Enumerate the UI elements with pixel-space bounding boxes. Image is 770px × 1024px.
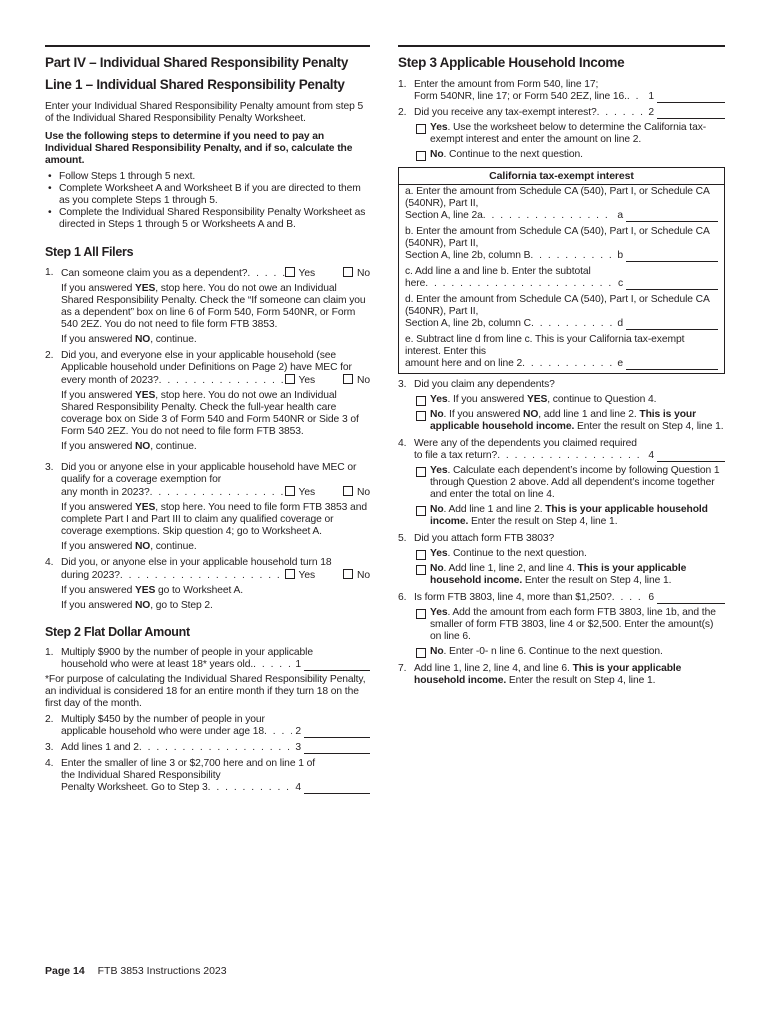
yes-option[interactable]: Yes	[285, 486, 316, 499]
leader-dots	[497, 450, 645, 462]
line-number: 4.	[45, 758, 54, 769]
step2-line-2	[45, 714, 370, 738]
leader-dots	[627, 91, 645, 103]
worksheet-title: California tax-exempt interest	[399, 168, 724, 185]
step3-question-6	[398, 592, 725, 604]
q1-yes-note: If you answered YES, stop here. You do not owe an Individual Shared Responsibility Penalty. Check the “If someone can claim you as a dependent” box on line 6 of Form 540, Form 540NR, or Form 540 2EZ. You do not need to file form FTB 3853.	[61, 283, 366, 330]
step3-title: Step 3 Applicable Household Income	[398, 55, 625, 70]
no-checkbox[interactable]	[416, 151, 426, 161]
step2-title: Step 2 Flat Dollar Amount	[45, 625, 190, 639]
bullet-item: • Follow Steps 1 through 5 next.	[45, 171, 370, 183]
no-checkbox[interactable]	[343, 569, 353, 579]
right-column	[398, 45, 725, 690]
question-text-cont: to file a tax return?	[414, 450, 498, 461]
step2-line-1	[45, 647, 370, 671]
r2-no-option[interactable]: No. Continue to the next question.	[398, 149, 725, 161]
income-line-6-entry[interactable]	[657, 592, 725, 604]
line-label: 1	[295, 659, 301, 670]
q3-yes-note: If you answered YES, stop here. You need to file form FTB 3853 and complete Part I and Part III to claim any qualified coverage or coverage exemptions. Skip question 4; go to Worksheet A.	[61, 502, 367, 537]
question-text-cont: every month of 2023?	[61, 375, 159, 386]
q4-no-note: If you answered NO, go to Step 2.	[61, 600, 213, 611]
line-number: 2.	[398, 107, 407, 118]
leader-dots	[159, 375, 285, 387]
line-label: 4	[295, 782, 301, 793]
r3-yes-option[interactable]: Yes. If you answered YES, continue to Question 4.	[398, 394, 725, 406]
step1-question-2	[45, 350, 370, 387]
yes-checkbox[interactable]	[285, 569, 295, 579]
steps-bullets	[45, 171, 370, 231]
yes-checkbox[interactable]	[416, 124, 426, 134]
line-number: 1.	[398, 79, 407, 90]
line-text: Multiply $450 by the number of people in your	[61, 714, 265, 725]
question-number: 3.	[398, 379, 407, 390]
step3-line-1	[398, 79, 725, 103]
question-text-cont: any month in 2023?	[61, 487, 150, 498]
leader-dots	[120, 570, 285, 582]
line-label: 6	[648, 592, 654, 603]
worksheet-row-e: e. Subtract line d from line c. This is your California tax-exempt interest. Enter this amount here and on line 2 . . . e	[399, 333, 724, 373]
income-line-1-entry[interactable]	[657, 91, 725, 103]
line-text-cont: household who were at least 18* years old.	[61, 659, 254, 670]
yes-checkbox[interactable]	[285, 267, 295, 277]
question-text-bold: This is your applicable household income.	[414, 663, 682, 686]
line-text: Multiply $900 by the number of people in your applicable	[61, 647, 313, 658]
step3-question-7	[398, 663, 725, 687]
page-footer	[45, 965, 227, 977]
yes-checkbox[interactable]	[416, 467, 426, 477]
question-number: 2.	[45, 350, 54, 361]
step3-question-4	[398, 438, 725, 462]
worksheet-d-entry[interactable]	[626, 318, 718, 330]
leader-dots	[531, 318, 614, 330]
q1-no-note: If you answered NO, continue.	[61, 334, 197, 345]
no-checkbox[interactable]	[416, 565, 426, 575]
question-text: Is form FTB 3803, line 4, more than $1,250?	[414, 592, 612, 603]
step1-question-1	[45, 267, 370, 280]
leader-dots	[612, 592, 646, 604]
leader-dots	[264, 726, 292, 738]
leader-dots	[530, 250, 614, 262]
worksheet-b-entry[interactable]	[626, 250, 718, 262]
r3-no-option[interactable]: No. If you answered NO, add line 1 and line 2. This is your applicable household income. Enter the result on Step 4, line 1.	[398, 409, 725, 433]
document-label: FTB 3853 Instructions 2023	[97, 965, 227, 977]
question-text: Were any of the dependents you claimed required	[414, 438, 637, 449]
no-checkbox[interactable]	[416, 648, 426, 658]
yes-checkbox[interactable]	[416, 396, 426, 406]
line-text: Did you receive any tax-exempt interest?	[414, 107, 597, 118]
intro-text: Enter your Individual Shared Responsibility Penalty amount from step 5 of the Individual Shared Responsibility Penalty Worksheet.	[45, 101, 364, 124]
line-text-cont: applicable household who were under age 18	[61, 726, 265, 737]
line-3-entry[interactable]	[304, 742, 370, 754]
leader-dots	[208, 782, 293, 794]
question-text-cont: during 2023?	[61, 570, 120, 581]
question-text: Did you, or anyone else in your applicable household turn 18	[61, 557, 332, 568]
question-number: 4.	[398, 438, 407, 449]
question-number: 4.	[45, 557, 54, 568]
line-1-entry[interactable]	[304, 659, 370, 671]
leader-dots	[247, 268, 284, 280]
worksheet-e-entry[interactable]	[626, 358, 718, 370]
yes-checkbox[interactable]	[285, 486, 295, 496]
r5-no-option[interactable]: No. Add line 1, line 2, and line 4. This is your applicable household income. Enter the result on Step 4, line 1.	[398, 563, 725, 587]
worksheet-a-entry[interactable]	[626, 210, 718, 222]
income-line-2-entry[interactable]	[657, 107, 725, 119]
leader-dots	[522, 358, 614, 370]
yes-option[interactable]: Yes	[285, 267, 316, 280]
q4-yes-note: If you answered YES go to Worksheet A.	[61, 585, 244, 596]
bullet-item: • Complete the Individual Shared Responsibility Penalty Worksheet as directed in Steps 1 through 5 or Worksheets A and B.	[45, 207, 370, 231]
worksheet-c-entry[interactable]	[626, 278, 718, 290]
yes-checkbox[interactable]	[285, 374, 295, 384]
line-label: 4	[648, 450, 654, 461]
no-option[interactable]: No	[343, 267, 370, 280]
line1-title: Line 1 – Individual Shared Responsibility Penalty	[45, 77, 345, 92]
leader-dots	[139, 742, 292, 754]
line-text: Enter the amount from Form 540, line 17;	[414, 79, 599, 90]
no-checkbox[interactable]	[343, 486, 353, 496]
yes-option[interactable]: Yes	[285, 569, 316, 582]
line-number: 2.	[45, 714, 54, 725]
no-checkbox[interactable]	[343, 374, 353, 384]
r6-yes-option[interactable]: Yes. Add the amount from each form FTB 3803, line 1b, and the smaller of form FTB 3803, line 4 or $2,500. Enter the amount(s) on line 6.	[398, 607, 725, 643]
step1-question-3	[45, 462, 370, 499]
step3-question-3	[398, 379, 725, 391]
worksheet-row-a: a. Enter the amount from Schedule CA (540), Part I, or Schedule CA (540NR), Part II, Section A, line 2a . . . a	[399, 185, 724, 225]
q2-yes-note: If you answered YES, stop here. You do not owe an Individual Shared Responsibility Penalty. Check the full-year health care coverage box on Side 3 of Form 540 and Form 540NR or Side 3 of Form 540 2EZ. You do not need to file form FTB 3853.	[61, 390, 359, 437]
leader-dots	[597, 107, 646, 119]
line-text: Enter the smaller of line 3 or $2,700 here and on line 1 of the Individual Shared Responsibility	[61, 758, 315, 781]
line-text: Add lines 1 and 2	[61, 742, 139, 753]
question-text: Can someone claim you as a dependent?	[61, 268, 248, 279]
step3-question-5	[398, 533, 725, 545]
line-number: 1.	[45, 647, 54, 658]
step2-line-4	[45, 758, 370, 794]
line-number: 3.	[45, 742, 54, 753]
question-text: Did you attach form FTB 3803?	[414, 533, 555, 544]
question-text: Did you, and everyone else in your applicable household (see Applicable household under Definitions on Page 2) have MEC for	[61, 350, 352, 373]
line-text-cont: Penalty Worksheet. Go to Step 3	[61, 782, 208, 793]
no-option[interactable]: No	[343, 486, 370, 499]
tax-exempt-worksheet	[398, 167, 725, 374]
leader-dots	[425, 278, 615, 290]
step2-footnote: *For purpose of calculating the Individual Shared Responsibility Penalty, an individual is considered 18 for an entire month if they turn 18 on the first day of the month.	[45, 674, 366, 709]
bullet-item: • Complete Worksheet A and Worksheet B if you are directed to them as you complete Steps 1 through 5.	[45, 183, 370, 207]
leader-dots	[253, 659, 292, 671]
steps-note: Use the following steps to determine if you need to pay an Individual Shared Responsibility Penalty, and if so, calculate the amount.	[45, 131, 353, 166]
question-number: 1.	[45, 267, 54, 278]
question-text: Did you or anyone else in your applicable household have MEC or qualify for a coverage exemption for	[61, 462, 357, 485]
worksheet-row-c: c. Add line a and line b. Enter the subtotal here . . . c	[399, 265, 724, 293]
r6-no-option[interactable]: No. Enter -0- n line 6. Continue to the next question.	[398, 646, 725, 658]
line-label: 2	[295, 726, 301, 737]
page-number: Page 14	[45, 965, 85, 977]
worksheet-row-d: d. Enter the amount from Schedule CA (540), Part I, or Schedule CA (540NR), Part II, Section A, line 2b, column C . . . d	[399, 293, 724, 333]
step1-title: Step 1 All Filers	[45, 245, 134, 259]
step2-line-3	[45, 742, 370, 754]
line-text-cont: Form 540NR, line 17; or Form 540 2EZ, line 16.	[414, 91, 627, 102]
no-checkbox[interactable]	[416, 506, 426, 516]
step1-question-4	[45, 557, 370, 582]
r2-yes-option[interactable]: Yes. Use the worksheet below to determine the California tax-exempt interest and enter the amount on line 2.	[398, 122, 725, 146]
no-option[interactable]: No	[343, 374, 370, 387]
yes-checkbox[interactable]	[416, 550, 426, 560]
yes-checkbox[interactable]	[416, 609, 426, 619]
line-label: 2	[648, 107, 654, 118]
worksheet-row-b: b. Enter the amount from Schedule CA (540), Part I, or Schedule CA (540NR), Part II, Section A, line 2b, column B . . . b	[399, 225, 724, 265]
question-number: 3.	[45, 462, 54, 473]
question-number: 7.	[398, 663, 407, 674]
question-number: 5.	[398, 533, 407, 544]
step3-line-2	[398, 107, 725, 119]
line-2-entry[interactable]	[304, 726, 370, 738]
no-checkbox[interactable]	[343, 267, 353, 277]
no-option[interactable]: No	[343, 569, 370, 582]
question-text: Add line 1, line 2, line 4, and line 6.	[414, 663, 573, 674]
question-number: 6.	[398, 592, 407, 603]
line-label: 3	[295, 742, 301, 753]
r4-yes-option[interactable]: Yes. Calculate each dependent’s income by following Question 1 through Question 2 above. Add all dependent’s income together and enter the total on line 4.	[398, 465, 725, 501]
question-text: Did you claim any dependents?	[414, 379, 555, 390]
line-4-entry[interactable]	[304, 782, 370, 794]
q2-no-note: If you answered NO, continue.	[61, 441, 197, 452]
line-label: 1	[648, 91, 654, 102]
income-line-4-entry[interactable]	[657, 450, 725, 462]
question-text-end: Enter the result on Step 4, line 1.	[506, 675, 656, 686]
left-column	[45, 45, 370, 797]
leader-dots	[150, 487, 285, 499]
leader-dots	[483, 210, 615, 222]
no-checkbox[interactable]	[416, 411, 426, 421]
q3-no-note: If you answered NO, continue.	[61, 541, 197, 552]
r5-yes-option[interactable]: Yes. Continue to the next question.	[398, 548, 725, 560]
r4-no-option[interactable]: No. Add line 1 and line 2. This is your applicable household income. Enter the result on Step 4, line 1.	[398, 504, 725, 528]
part-title: Part IV – Individual Shared Responsibility Penalty	[45, 55, 349, 70]
yes-option[interactable]: Yes	[285, 374, 316, 387]
